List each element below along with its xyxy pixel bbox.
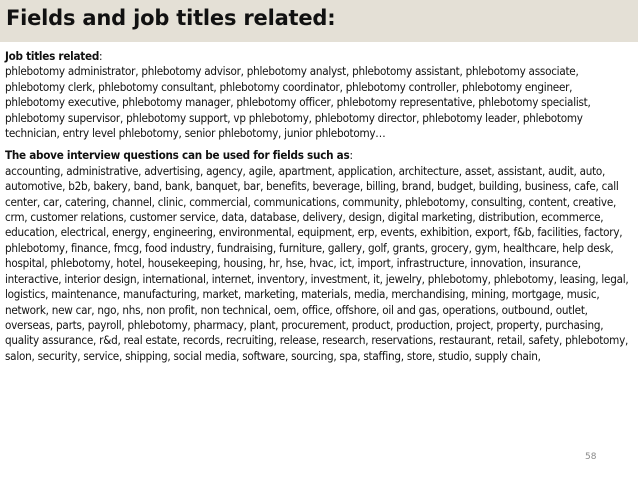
paragraph-spacer xyxy=(5,141,633,148)
job-titles-heading: Job titles related xyxy=(5,49,100,63)
title-bar xyxy=(0,0,638,42)
slide-title: Fields and job titles related: xyxy=(6,6,336,30)
slide-body xyxy=(5,49,633,364)
job-titles-heading-colon: : xyxy=(99,49,103,63)
fields-heading: The above interview questions can be used for fields such as xyxy=(5,148,350,163)
fields-heading-line xyxy=(5,148,633,163)
job-titles-heading-line xyxy=(5,49,633,64)
fields-heading-colon: : xyxy=(349,148,353,163)
job-titles-list: phlebotomy administrator, phlebotomy advisor, phlebotomy analyst, phlebotomy assistant, phlebotomy associate, phlebotomy clerk, phlebotomy consultant, phlebotomy coordinator, phlebotomy controller, phlebotomy engineer, phlebotomy executive, phlebotomy manager, phlebotomy officer, phlebotomy representative, phlebotomy specialist, phlebotomy supervisor, phlebotomy support, vp phlebotomy, phlebotomy director, phlebotomy leader, phlebotomy technician, entry level phlebotomy, senior phlebotomy, junior phlebotomy… xyxy=(5,64,591,141)
fields-list: accounting, administrative, advertising, agency, agile, apartment, application, architecture, asset, assistant, audit, auto, automotive, b2b, bakery, band, bank, banquet, bar, benefits, beverage, billing, brand, budget, building, business, cafe, call center, car, catering, channel, clinic, commercial, communications, community, phlebotomy, consulting, content, creative, crm, customer relations, customer service, data, database, delivery, design, digital marketing, distribution, ecommerce, education, electrical, energy, engineering, environmental, equipment, erp, events, exhibition, export, f&b, facilities, factory, phlebotomy, finance, fmcg, food industry, fundraising, furniture, gallery, golf, grants, grocery, gym, healthcare, help desk, hospital, phlebotomy, hotel, housekeeping, housing, hr, hse, hvac, ict, import, infrastructure, innovation, insurance, interactive, interior design, international, internet, inventory, investment, it, jewelry, phlebotomy, phlebotomy, leasing, legal, logistics, maintenance, manufacturing, market, marketing, materials, media, merchandising, mining, mortgage, music, network, new car, ngo, nhs, non profit, non technical, oem, office, offshore, oil and gas, operations, outbound, outlet, overseas, parts, payroll, phlebotomy, pharmacy, plant, procurement, product, production, project, property, purchasing, quality assurance, r&d, real estate, records, recruiting, release, research, reservations, restaurant, retail, safety, phlebotomy, salon, security, service, shipping, social media, software, sourcing, spa, staffing, store, studio, supply chain, xyxy=(5,163,629,363)
page-number: 58 xyxy=(585,452,597,462)
